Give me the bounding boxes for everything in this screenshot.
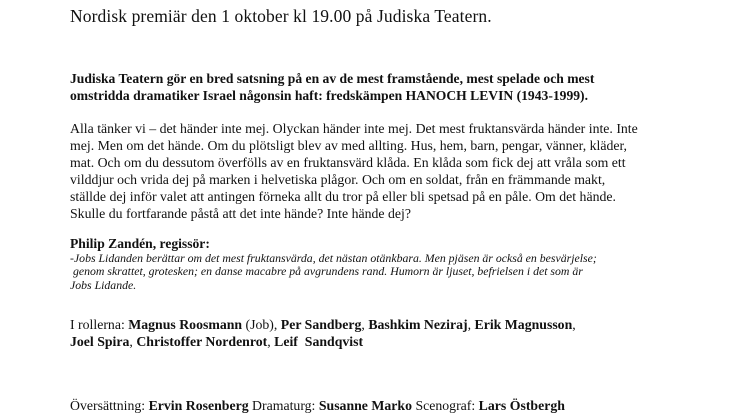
cast-member: Erik Magnusson xyxy=(474,317,573,332)
lead-line: omstridda dramatiker Israel någonsin haft: fredskämpen HANOCH LEVIN (1943-1999). xyxy=(70,88,588,103)
cast-separator: , xyxy=(361,317,369,332)
cast-separator: , xyxy=(467,317,475,332)
cast-separator: , xyxy=(572,317,576,332)
cast-line xyxy=(70,316,730,333)
cast-member: Leif Sandqvist xyxy=(274,334,364,349)
director-name: Philip Zandén, regissör: xyxy=(70,236,210,251)
cast-member: Christoffer Nordenrot xyxy=(136,334,268,349)
lead-line: Judiska Teatern gör en bred satsning på en av de mest framstående, mest spelade och mest xyxy=(70,71,595,86)
cast-intro: I rollerna: xyxy=(70,317,129,332)
intro-line: mej. Men om det hände. Om du plötsligt blev av med allting. Hus, hem, barn, pengar, vänner, kläder, xyxy=(70,138,627,153)
intro-line: ställde dej inför valet att antingen förneka allt du tror på eller bli spetsad på en påle. Om det hände. xyxy=(70,189,616,204)
intro-line: Skulle du fortfarande påstå att det inte hände? Inte hände dej? xyxy=(70,206,411,221)
credit-role: Scenograf: xyxy=(415,398,479,413)
credits-row xyxy=(70,397,730,414)
cast-separator: (Job), xyxy=(242,317,281,332)
lead-paragraph xyxy=(70,70,730,104)
director-quote xyxy=(70,252,730,292)
intro-line: Alla tänker vi – det händer inte mej. Olyckan händer inte mej. Det mest fruktansvärda händer inte. Inte xyxy=(70,121,638,136)
quote-line: genom skrattet, grotesken; en danse macabre på avgrundens rand. Humorn är ljuset, befrielsen i det som är xyxy=(70,264,583,279)
intro-line: mat. Och om du dessutom överfölls av en fruktansvärd klåda. En klåda som fick dej att vråla som ett xyxy=(70,155,626,170)
intro-paragraph xyxy=(70,120,730,222)
credit-role: Översättning: xyxy=(70,398,149,413)
intro-line: vilddjur och vrida dej på marken i helvetiska plågor. Och om en soldat, från en främmande makt, xyxy=(70,172,606,187)
cast-member: Bashkim Neziraj xyxy=(368,317,468,332)
cast-list xyxy=(70,316,730,350)
cast-member: Joel Spira xyxy=(70,334,130,349)
credit-name: Susanne Marko xyxy=(318,398,412,413)
cast-separator: , xyxy=(129,334,137,349)
cast-separator: , xyxy=(267,334,275,349)
director-section xyxy=(70,235,730,292)
premiere-announcement: Nordisk premiär den 1 oktober kl 19.00 på Judiska Teatern. xyxy=(70,6,492,26)
cast-member: Per Sandberg xyxy=(280,317,362,332)
credit-name: Lars Östbergh xyxy=(478,398,565,413)
quote-line: -Jobs Lidanden berättar om det mest fruktansvärda, det nästan otänkbara. Men pjäsen är också en besvärjelse; xyxy=(70,251,597,265)
quote-line: Jobs Lidande. xyxy=(70,277,137,292)
cast-line xyxy=(70,333,730,350)
credits-line xyxy=(70,397,730,414)
cast-member: Magnus Roosmann xyxy=(128,317,243,332)
credit-role: Dramaturg: xyxy=(252,398,319,413)
credit-name: Ervin Rosenberg xyxy=(148,398,249,413)
